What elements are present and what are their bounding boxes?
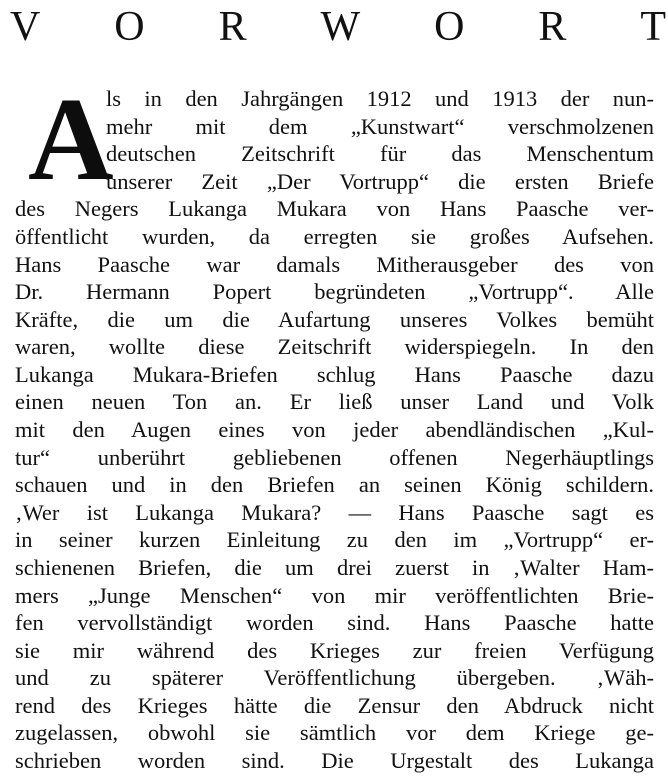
- text-line: fen vervollständigt worden sind. Hans Paasche hatte: [15, 610, 654, 636]
- text-line: öffentlicht wurden, da erregten sie großes Aufsehen.: [15, 223, 654, 249]
- text-line: deutschen Zeitschrift für das Menschentum: [106, 141, 654, 167]
- title-letter: O: [114, 4, 145, 50]
- title-letter: T: [640, 4, 666, 50]
- title-letter: R: [218, 4, 247, 50]
- page-title: [10, 4, 666, 50]
- title-letter: W: [320, 4, 361, 50]
- text-line: mit den Augen eines von jeder abendländischen „Kul-: [15, 417, 654, 442]
- text-line: schauen und in den Briefen an seinen König schildern.: [15, 472, 654, 498]
- text-line: unserer Zeit „Der Vortrupp“ die ersten Briefe: [106, 168, 654, 194]
- text-line: schrieben worden sind. Die Urgestalt des Lukanga: [15, 748, 654, 773]
- text-line: Kräfte, die um die Aufartung unseres Volkes bemüht: [15, 306, 654, 332]
- text-line: tur“ unberührt gebliebenen offenen Negerhäuptlings: [15, 444, 654, 470]
- drop-cap: A: [28, 73, 114, 205]
- text-line: mehr mit dem „Kunstwart“ verschmolzenen: [106, 113, 654, 139]
- text-line: ‚Wer ist Lukanga Mukara? — Hans Paasche sagt es: [15, 499, 654, 525]
- text-line: sie mir während des Krieges zur freien Verfügung: [15, 637, 654, 663]
- text-line: waren, wollte diese Zeitschrift widerspiegeln. In den: [15, 334, 654, 360]
- text-line: in seiner kurzen Einleitung zu den im „Vortrupp“ er-: [15, 527, 654, 553]
- text-line: Dr. Hermann Popert begründeten „Vortrupp“. Alle: [15, 279, 654, 305]
- text-line: schienenen Briefen, die um drei zuerst in ‚Walter Ham-: [15, 554, 654, 580]
- text-line: und zu späterer Veröffentlichung übergeben. ‚Wäh-: [15, 665, 654, 691]
- text-line: Hans Paasche war damals Mitherausgeber des von: [15, 251, 654, 277]
- title-letter: R: [538, 4, 567, 50]
- title-letter: V: [10, 4, 41, 50]
- text-line: mers „Junge Menschen“ von mir veröffentlichten Brie-: [15, 582, 654, 608]
- text-line: zugelassen, obwohl sie sämtlich vor dem Kriege ge-: [15, 720, 654, 746]
- text-line: einen neuen Ton an. Er ließ unser Land und Volk: [15, 389, 654, 415]
- title-letter: O: [434, 4, 465, 50]
- text-line: ls in den Jahrgängen 1912 und 1913 der nun-: [106, 86, 654, 111]
- text-line: des Negers Lukanga Mukara von Hans Paasche ver-: [15, 196, 654, 222]
- text-line: rend des Krieges hätte die Zensur den Abdruck nicht: [15, 692, 654, 718]
- text-line: Lukanga Mukara-Briefen schlug Hans Paasche dazu: [15, 361, 654, 387]
